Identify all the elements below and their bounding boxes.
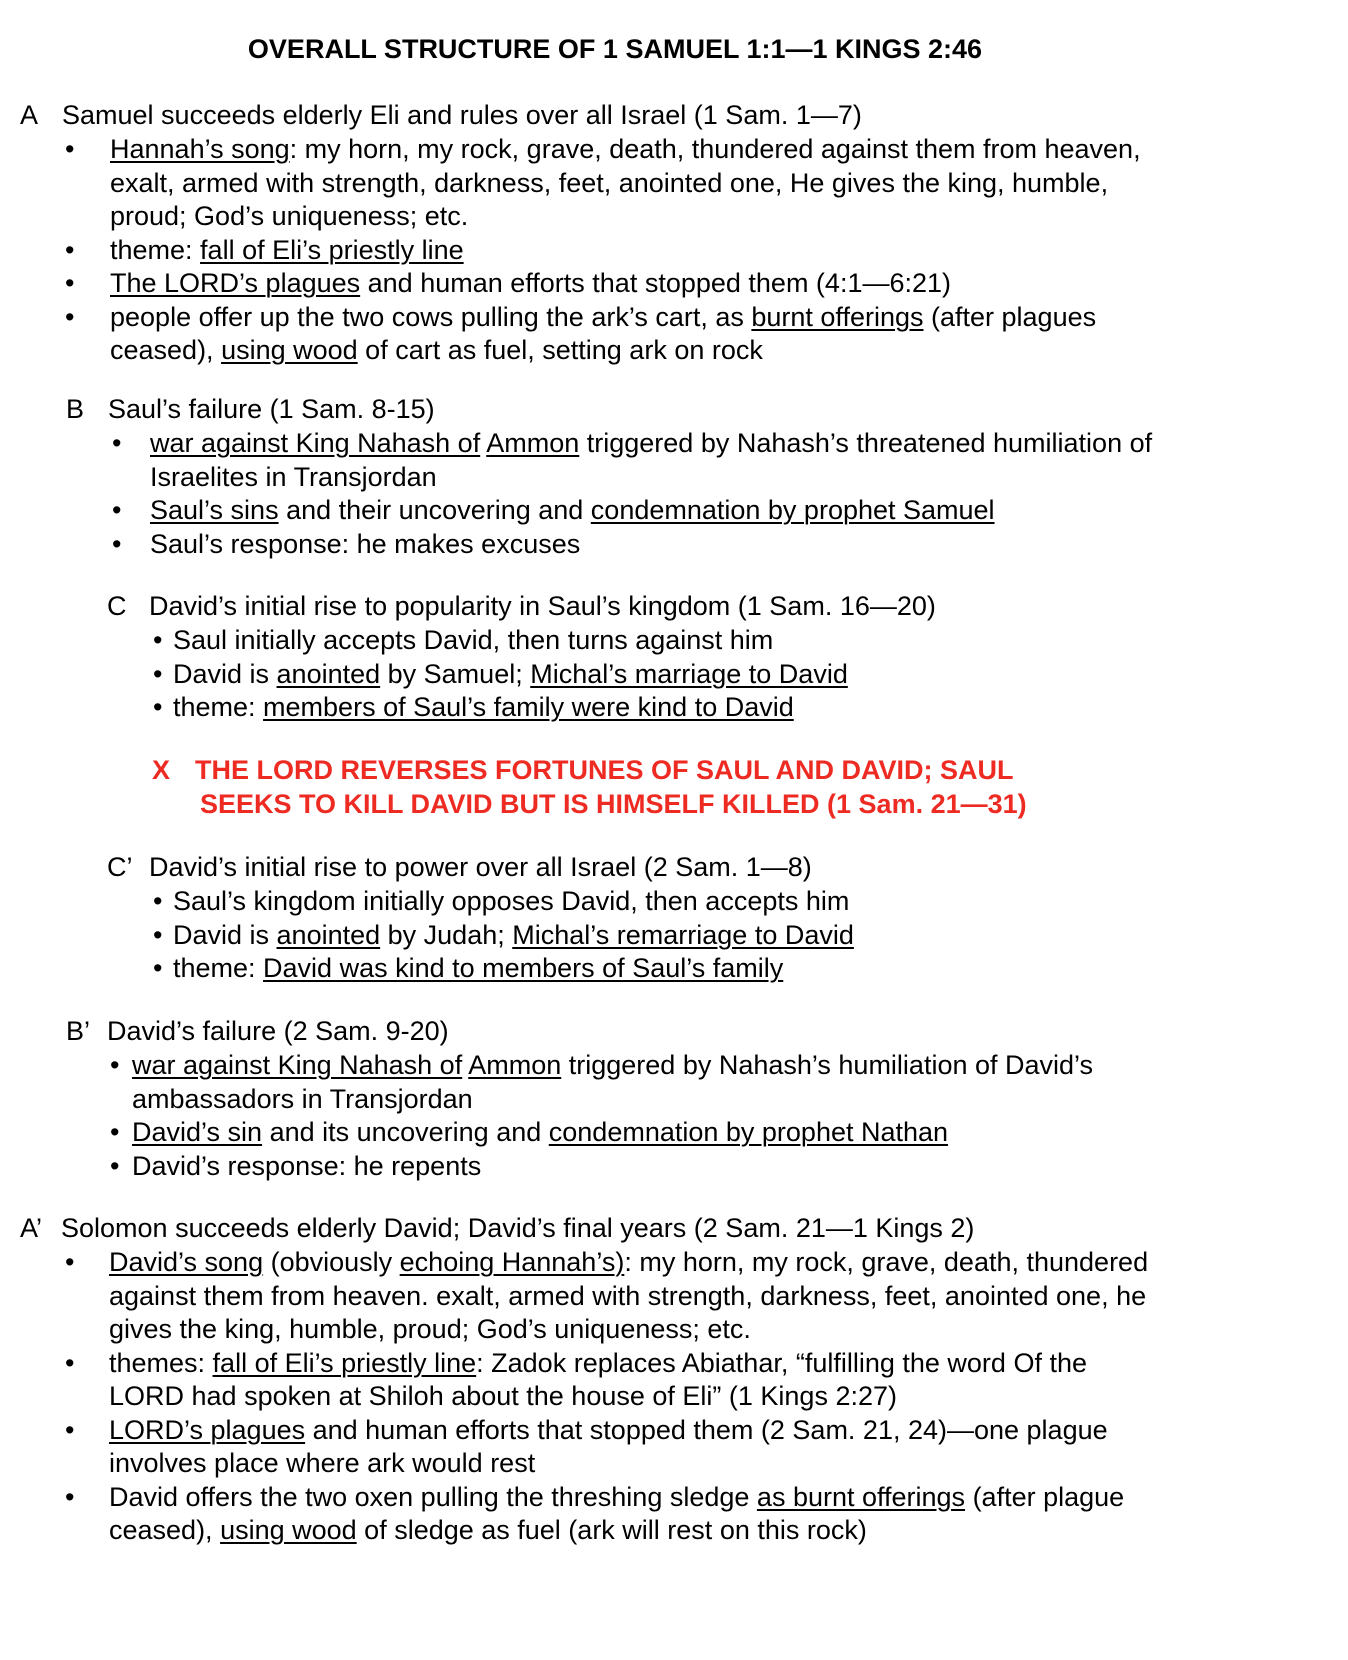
text-segment: (after plagues: [923, 301, 1097, 332]
list-item: [107, 624, 1307, 658]
section-x-heading-line-1: THE LORD REVERSES FORTUNES OF SAUL AND DAVID; SAUL: [195, 755, 1014, 785]
bullet-icon: •: [153, 658, 163, 689]
underlined-phrase: using wood: [220, 1515, 357, 1545]
section-b-heading: Saul’s failure (1 Sam. 8-15): [108, 394, 435, 424]
bullet-icon: •: [112, 428, 122, 458]
underlined-phrase: Ammon: [468, 1050, 562, 1080]
list-item: [66, 528, 1336, 562]
bullet-line: [109, 1481, 1330, 1515]
text-segment: against them from heaven. exalt, armed with strength, darkness, feet, anointed one, he: [109, 1280, 1147, 1311]
bullet-line: [109, 1447, 1330, 1481]
text-segment: gives the king, humble, proud; God’s uniqueness; etc.: [109, 1314, 751, 1344]
bullet-line: [109, 1347, 1330, 1381]
section-x-header-cont: [152, 788, 1332, 822]
section-x: [152, 754, 1332, 822]
bullet-line: [132, 1049, 1336, 1083]
bullet-line: [110, 334, 1320, 368]
underlined-phrase: Ammon: [486, 428, 580, 458]
section-x-letter: X: [152, 755, 171, 785]
bullet-line: [132, 1116, 1336, 1150]
bullet-icon: •: [153, 919, 163, 950]
bullet-icon: •: [112, 528, 122, 559]
bullet-line: [110, 267, 1320, 301]
text-segment: Saul’s kingdom initially opposes David, then accepts him: [173, 886, 850, 916]
bullet-icon: •: [110, 1050, 120, 1080]
text-segment: Saul initially accepts David, then turns against him: [173, 625, 774, 655]
text-segment: theme:: [110, 234, 201, 265]
bullet-line: [173, 658, 1307, 692]
section-c-prime-letter: C’: [107, 852, 133, 882]
section-b-prime-letter: B’: [66, 1016, 91, 1046]
list-item: [66, 1116, 1336, 1150]
bullet-line: [110, 167, 1320, 201]
bullet-icon: •: [65, 1247, 75, 1277]
underlined-phrase: members of Saul’s family were kind to David: [263, 692, 794, 722]
bullet-line: [110, 200, 1320, 234]
underlined-phrase: as burnt offerings: [756, 1481, 966, 1512]
section-b-header: [66, 393, 1336, 427]
bullet-line: [132, 1150, 1336, 1184]
list-item: [20, 1347, 1330, 1414]
bullet-line: [109, 1514, 1330, 1548]
text-segment: : Zadok replaces Abiathar, “fulfilling the word Of the: [476, 1347, 1087, 1378]
list-item: [20, 1481, 1330, 1548]
underlined-phrase: Hannah’s song: [110, 134, 290, 164]
text-segment: theme:: [173, 953, 264, 983]
section-a-header: [20, 99, 1320, 133]
section-a-prime-heading: Solomon succeeds elderly David; David’s final years (2 Sam. 21—1 Kings 2): [61, 1213, 975, 1243]
bullet-line: [109, 1380, 1330, 1414]
list-item: [66, 1049, 1336, 1116]
bullet-line: [173, 952, 1307, 986]
section-c-header: [107, 590, 1307, 624]
bullet-line: [150, 427, 1336, 461]
bullet-line: [173, 691, 1307, 725]
underlined-phrase: anointed: [276, 919, 381, 950]
list-item: [66, 427, 1336, 494]
underlined-phrase: anointed: [276, 658, 381, 689]
section-b-prime-bullet-list: [66, 1049, 1336, 1183]
underlined-phrase: condemnation by prophet Samuel: [590, 495, 995, 525]
bullet-icon: •: [65, 134, 75, 164]
text-segment: (obviously: [263, 1247, 400, 1277]
section-c-bullet-list: [107, 624, 1307, 725]
text-segment: of sledge as fuel (ark will rest on this rock): [356, 1515, 867, 1545]
bullet-icon: •: [65, 1481, 75, 1512]
text-segment: (after plague: [965, 1481, 1125, 1512]
text-segment: ceased),: [110, 335, 222, 365]
list-item: [20, 267, 1320, 301]
document-title: OVERALL STRUCTURE OF 1 SAMUEL 1:1—1 KINGS 2:46: [247, 34, 983, 64]
text-segment: David’s response: he repents: [132, 1150, 482, 1181]
text-segment: by Judah;: [380, 919, 513, 950]
bullet-icon: •: [110, 1150, 120, 1181]
list-item: [20, 301, 1320, 368]
bullet-icon: •: [153, 886, 163, 916]
text-segment: and human efforts that stopped them (2 Sam. 21, 24)—one plague: [305, 1414, 1108, 1445]
section-a-heading: Samuel succeeds elderly Eli and rules over all Israel (1 Sam. 1—7): [62, 100, 862, 130]
text-segment: and their uncovering and: [278, 495, 591, 525]
section-a-prime: [20, 1212, 1330, 1548]
bullet-line: [109, 1414, 1330, 1448]
list-item: [66, 1150, 1336, 1184]
text-segment: and human efforts that stopped them (4:1—6:21): [360, 268, 952, 298]
section-b-letter: B: [66, 394, 85, 424]
underlined-phrase: fall of Eli’s priestly line: [212, 1347, 477, 1378]
list-item: [20, 234, 1320, 268]
underlined-phrase: using wood: [221, 335, 358, 365]
underlined-phrase: war against King Nahash of: [150, 428, 481, 458]
section-b-prime: [66, 1015, 1336, 1183]
text-segment: Israelites in Transjordan: [150, 461, 437, 492]
text-segment: proud; God’s uniqueness; etc.: [110, 201, 469, 231]
bullet-line: [150, 461, 1336, 495]
section-x-header: [152, 754, 1332, 788]
underlined-phrase: Michal’s marriage to David: [530, 658, 848, 689]
underlined-phrase: war against King Nahash of: [132, 1050, 463, 1080]
section-a-prime-letter: A’: [20, 1213, 43, 1243]
text-segment: David is: [173, 658, 277, 689]
underlined-phrase: David was kind to members of Saul’s family: [263, 953, 784, 983]
list-item: [107, 691, 1307, 725]
list-item: [107, 952, 1307, 986]
bullet-line: [109, 1313, 1330, 1347]
text-segment: : my horn, my rock, grave, death, thundered against them from heaven,: [289, 134, 1141, 164]
list-item: [20, 133, 1320, 234]
bullet-line: [110, 301, 1320, 335]
underlined-phrase: fall of Eli’s priestly line: [200, 234, 464, 265]
underlined-phrase: Michal’s remarriage to David: [512, 919, 854, 950]
bullet-icon: •: [153, 692, 163, 722]
text-segment: : my horn, my rock, grave, death, thundered: [624, 1247, 1149, 1277]
bullet-icon: •: [153, 953, 163, 983]
bullet-line: [110, 133, 1320, 167]
text-segment: theme:: [173, 692, 264, 722]
section-c-prime-header: [107, 851, 1307, 885]
underlined-phrase: David’s sin: [132, 1117, 263, 1147]
bullet-icon: •: [65, 301, 75, 332]
list-item: [107, 919, 1307, 953]
bullet-line: [110, 234, 1320, 268]
section-b-prime-header: [66, 1015, 1336, 1049]
text-segment: ambassadors in Transjordan: [132, 1083, 473, 1114]
text-segment: Saul’s response: he makes excuses: [150, 528, 581, 559]
section-a-letter: A: [20, 100, 39, 130]
section-c-prime-bullet-list: [107, 885, 1307, 986]
section-b-bullet-list: [66, 427, 1336, 561]
section-c-prime: [107, 851, 1307, 986]
text-segment: triggered by Nahash’s threatened humiliation of: [579, 428, 1153, 458]
bullet-icon: •: [65, 1414, 75, 1445]
bullet-line: [173, 919, 1307, 953]
list-item: [66, 494, 1336, 528]
list-item: [107, 658, 1307, 692]
section-a-prime-header: [20, 1212, 1330, 1246]
underlined-phrase: Saul’s sins: [150, 495, 279, 525]
list-item: [107, 885, 1307, 919]
bullet-line: [173, 624, 1307, 658]
underlined-phrase: echoing Hannah’s): [399, 1247, 625, 1277]
text-segment: David offers the two oxen pulling the threshing sledge: [109, 1481, 757, 1512]
section-c-letter: C: [107, 591, 127, 621]
text-segment: David is: [173, 919, 277, 950]
section-b-prime-heading: David’s failure (2 Sam. 9-20): [107, 1016, 449, 1046]
section-a-prime-bullet-list: [20, 1246, 1330, 1548]
section-x-heading-line-2: SEEKS TO KILL DAVID BUT IS HIMSELF KILLED (1 Sam. 21—31): [200, 789, 1027, 819]
bullet-line: [109, 1246, 1330, 1280]
underlined-phrase: David’s song: [109, 1247, 264, 1277]
section-c-heading: David’s initial rise to popularity in Saul’s kingdom (1 Sam. 16—20): [149, 591, 936, 621]
section-a-bullet-list: [20, 133, 1320, 368]
underlined-phrase: condemnation by prophet Nathan: [548, 1117, 949, 1147]
bullet-icon: •: [65, 234, 75, 265]
bullet-line: [132, 1083, 1336, 1117]
list-item: [20, 1414, 1330, 1481]
text-segment: and its uncovering and: [262, 1117, 549, 1147]
bullet-icon: •: [112, 495, 122, 525]
underlined-phrase: The LORD’s plagues: [110, 268, 361, 298]
bullet-line: [173, 885, 1307, 919]
text-segment: exalt, armed with strength, darkness, feet, anointed one, He gives the king, humble,: [110, 167, 1109, 198]
list-item: [20, 1246, 1330, 1347]
section-c: [107, 590, 1307, 725]
bullet-icon: •: [65, 268, 75, 298]
section-c-prime-heading: David’s initial rise to power over all Israel (2 Sam. 1—8): [149, 852, 812, 882]
text-segment: by Samuel;: [380, 658, 531, 689]
text-segment: themes:: [109, 1347, 213, 1378]
text-segment: people offer up the two cows pulling the ark’s cart, as: [110, 301, 752, 332]
text-segment: LORD had spoken at Shiloh about the house of Eli” (1 Kings 2:27): [109, 1381, 897, 1411]
underlined-phrase: burnt offerings: [751, 301, 924, 332]
text-segment: of cart as fuel, setting ark on rock: [357, 335, 763, 365]
bullet-line: [150, 494, 1336, 528]
text-segment: involves place where ark would rest: [109, 1448, 536, 1478]
bullet-line: [150, 528, 1336, 562]
bullet-line: [109, 1280, 1330, 1314]
section-b: [66, 393, 1336, 561]
bullet-icon: •: [65, 1347, 75, 1378]
underlined-phrase: LORD’s plagues: [109, 1414, 306, 1445]
text-segment: triggered by Nahash’s humiliation of David’s: [561, 1050, 1094, 1080]
text-segment: ceased),: [109, 1515, 221, 1545]
section-a: [20, 99, 1320, 368]
bullet-icon: •: [110, 1117, 120, 1147]
bullet-icon: •: [153, 625, 163, 655]
